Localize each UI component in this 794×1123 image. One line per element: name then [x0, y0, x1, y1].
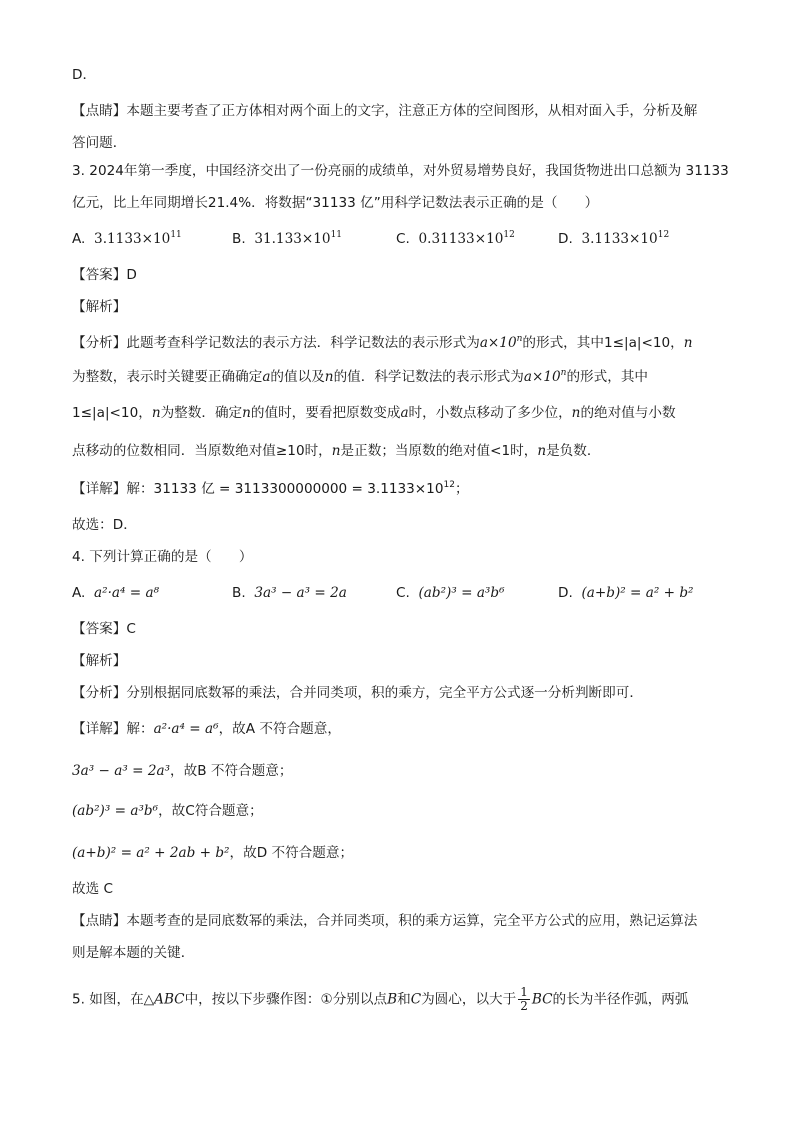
text: 【详解】解：31133 亿 = 3113300000000 = 3.1133×10	[72, 481, 444, 497]
math: (a+b)² = a² + 2ab + b²	[72, 845, 230, 861]
math: (ab²)³ = a³b⁶	[72, 803, 159, 819]
text: 的形式，其中	[566, 369, 649, 385]
option-exponent: 11	[170, 230, 182, 240]
q3-option-b	[232, 230, 342, 248]
text-line: 【点睛】本题主要考查了正方体相对两个面上的文字，注意正方体的空间图形，从相对面入手，分析及解	[72, 103, 698, 119]
math: n	[571, 405, 581, 421]
text: ，故B 不符合题意；	[170, 763, 293, 779]
math-exponent: n	[516, 334, 523, 344]
text: ，故D 不符合题意；	[229, 845, 354, 861]
text: ，故C符合题意；	[158, 803, 263, 819]
math: n	[683, 335, 693, 351]
math: C	[410, 991, 422, 1008]
text: 为整数．确定	[160, 405, 243, 421]
analysis-line: 【分析】分别根据同底数幂的乘法，合并同类项，积的乘方，完全平方公式逐一分析判断即可．	[72, 685, 643, 701]
math: a	[262, 369, 271, 385]
analysis-line	[72, 368, 648, 386]
math: n	[331, 443, 341, 459]
text: ，故A 不符合题意，	[218, 721, 341, 737]
math: a²·a⁴ = a⁶	[153, 721, 219, 737]
text: 【分析】此题考查科学记数法的表示方法．科学记数法的表示形式为	[72, 335, 480, 351]
option-letter: C.	[396, 231, 410, 247]
fraction-denominator: 2	[520, 999, 528, 1013]
analysis-label: 【解析】	[72, 653, 127, 669]
analysis-line	[72, 442, 600, 460]
text: 的长为半径作弧，两弧	[552, 991, 689, 1008]
solution-line	[72, 802, 263, 820]
text: 是正数；当原数的绝对值<1时，	[340, 443, 538, 459]
option-exponent: 11	[330, 230, 343, 240]
math: BC	[531, 991, 553, 1008]
text: 为整数，表示时关键要正确确定	[72, 369, 263, 385]
option-value: 0.31133×10	[418, 231, 504, 247]
text: 点移动的位数相同．当原数绝对值≥10时，	[72, 443, 332, 459]
text: 为圆心，以大于	[421, 991, 517, 1008]
math: n	[151, 405, 161, 421]
option-letter: B.	[232, 585, 246, 601]
text: 5. 如图，在	[72, 991, 144, 1008]
comment-line: 【点睛】本题考查的是同底数幂的乘法，合并同类项，积的乘方运算，完全平方公式的应用，熟记运算法	[72, 913, 698, 929]
solution-line	[72, 762, 292, 780]
option-value: (ab²)³ = a³b⁶	[418, 585, 505, 601]
text: 的形式，其中1≤|a|<10，	[522, 335, 684, 351]
option-letter: B.	[232, 231, 246, 247]
question-5-stem	[72, 986, 688, 1013]
math: a×10	[523, 369, 561, 385]
solution-line	[72, 480, 469, 498]
option-letter: A.	[72, 585, 86, 601]
option-value: 3a³ − a³ = 2a	[254, 585, 347, 601]
solution-line	[72, 844, 353, 862]
text: 【详解】解：	[72, 721, 154, 737]
solution-line	[72, 720, 341, 738]
option-letter: D.	[558, 231, 573, 247]
choice-line: 故选 C	[72, 881, 114, 897]
option-letter: D.	[558, 585, 573, 601]
question-4-stem: 4. 下列计算正确的是（ ）	[72, 549, 253, 565]
text: 的值以及	[270, 369, 325, 385]
text: 的绝对值与小数	[580, 405, 676, 421]
math: 3a³ − a³ = 2a³	[72, 763, 171, 779]
q4-option-a	[72, 584, 159, 602]
comment-line: 则是解本题的关键．	[72, 945, 195, 961]
math: a×10	[479, 335, 517, 351]
question-3-stem: 3. 2024年第一季度，中国经济交出了一份亮丽的成绩单，对外贸易增势良好，我国货物进出口总额为 31133	[72, 163, 729, 179]
math: a	[400, 405, 409, 421]
text: 的值．科学记数法的表示形式为	[333, 369, 524, 385]
q3-option-a	[72, 230, 182, 248]
option-value: (a+b)² = a² + b²	[581, 585, 694, 601]
option-value: 31.133×10	[254, 231, 331, 247]
text: 中，按以下步骤作图：①分别以点	[184, 991, 388, 1008]
option-exponent: 12	[503, 230, 515, 240]
q3-option-d	[558, 230, 669, 248]
analysis-label: 【解析】	[72, 299, 127, 315]
option-letter: A.	[72, 231, 86, 247]
analysis-line	[72, 404, 676, 422]
q4-option-d	[558, 584, 693, 602]
text: 和	[397, 991, 411, 1008]
text: ；	[454, 481, 469, 497]
math: n	[242, 405, 251, 421]
math-exponent: n	[560, 368, 567, 378]
answer-label: 【答案】C	[72, 621, 136, 637]
math: △ABC	[143, 991, 185, 1008]
q4-option-c	[396, 584, 505, 602]
math: B	[387, 991, 398, 1008]
text: 时，小数点移动了多少位，	[408, 405, 572, 421]
option-value: a²·a⁴ = a⁸	[94, 585, 160, 601]
option-letter: C.	[396, 585, 410, 601]
option-value: 3.1133×10	[94, 231, 171, 247]
fraction	[518, 986, 530, 1013]
math: n	[324, 369, 334, 385]
choice-line: 故选：D．	[72, 517, 137, 533]
text-line: 答问题．	[72, 135, 127, 151]
text-line: D．	[72, 67, 97, 83]
text: 是负数．	[546, 443, 601, 459]
text: 的值时，要看把原数变成	[250, 405, 401, 421]
q4-option-b	[232, 584, 347, 602]
answer-label: 【答案】D	[72, 267, 137, 283]
analysis-line	[72, 334, 693, 352]
question-3-stem: 亿元，比上年同期增长21.4%．将数据“31133 亿”用科学记数法表示正确的是（ ）	[72, 195, 599, 211]
text: 1≤|a|<10，	[72, 405, 152, 421]
q3-option-c	[396, 230, 515, 248]
option-value: 3.1133×10	[581, 231, 658, 247]
math: n	[537, 443, 547, 459]
math-exponent: 12	[443, 480, 455, 490]
option-exponent: 12	[657, 230, 670, 240]
fraction-numerator: 1	[520, 985, 528, 999]
